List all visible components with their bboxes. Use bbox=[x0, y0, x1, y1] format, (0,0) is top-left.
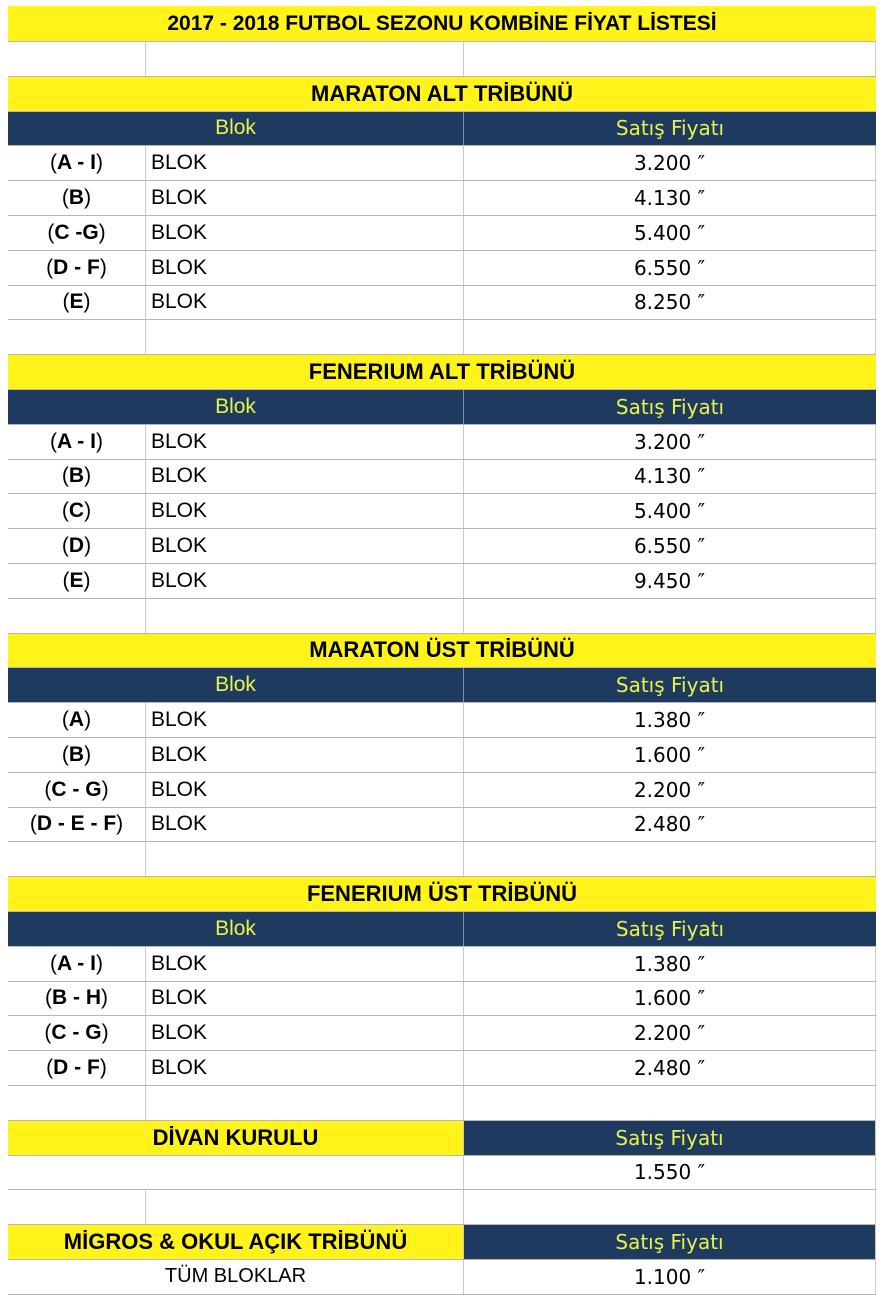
close-paren: ) bbox=[83, 290, 91, 314]
block-code-cell bbox=[8, 564, 146, 598]
open-paren: ( bbox=[44, 1021, 52, 1045]
column-header-row bbox=[8, 668, 876, 703]
block-unit: BLOK bbox=[146, 982, 464, 1016]
block-unit: BLOK bbox=[146, 146, 464, 180]
empty-row bbox=[8, 599, 876, 634]
section-title: FENERIUM ALT TRİBÜNÜ bbox=[308, 359, 576, 385]
migros-price: 1.100 ″ bbox=[464, 1260, 876, 1294]
section-title: MARATON ÜST TRİBÜNÜ bbox=[309, 637, 575, 663]
block-unit: BLOK bbox=[146, 1051, 464, 1085]
close-paren: ) bbox=[84, 186, 92, 210]
block-code-cell bbox=[8, 773, 146, 807]
block-price: 1.380 ″ bbox=[464, 703, 876, 737]
block-price: 2.480 ″ bbox=[464, 1051, 876, 1085]
block-price: 5.400 ″ bbox=[464, 216, 876, 250]
block-code: D - E - F bbox=[36, 812, 117, 836]
title-row bbox=[8, 6, 876, 42]
block-code: A - I bbox=[57, 429, 96, 453]
open-paren: ( bbox=[50, 151, 58, 175]
block-price: 2.200 ″ bbox=[464, 1016, 876, 1050]
table-row bbox=[8, 460, 876, 495]
block-code: B bbox=[68, 742, 85, 766]
table-row bbox=[8, 982, 876, 1017]
close-paren: ) bbox=[95, 151, 103, 175]
open-paren: ( bbox=[62, 568, 70, 592]
block-code: A - I bbox=[57, 151, 96, 175]
block-code: C - G bbox=[51, 777, 102, 801]
block-code: C -G bbox=[54, 220, 99, 244]
close-paren: ) bbox=[116, 812, 124, 836]
table-row bbox=[8, 703, 876, 738]
section-title-row bbox=[8, 77, 876, 112]
close-paren: ) bbox=[98, 220, 106, 244]
block-price: 1.600 ″ bbox=[464, 982, 876, 1016]
close-paren: ) bbox=[99, 1056, 107, 1079]
close-paren: ) bbox=[84, 742, 92, 766]
close-paren: ) bbox=[84, 708, 92, 732]
block-price: 4.130 ″ bbox=[464, 460, 876, 494]
divan-title-row bbox=[8, 1121, 876, 1156]
migros-title-row bbox=[8, 1225, 876, 1260]
block-code: A - I bbox=[57, 951, 96, 975]
block-unit: BLOK bbox=[146, 947, 464, 981]
block-code: B bbox=[68, 464, 85, 488]
divan-price: 1.550 ″ bbox=[464, 1156, 876, 1190]
block-price: 6.550 ″ bbox=[464, 251, 876, 285]
close-paren: ) bbox=[95, 429, 103, 453]
table-row bbox=[8, 251, 876, 286]
empty-row bbox=[8, 1086, 876, 1121]
block-code-cell bbox=[8, 181, 146, 215]
open-paren: ( bbox=[46, 1056, 54, 1079]
table-row bbox=[8, 1051, 876, 1086]
block-code-cell bbox=[8, 1051, 146, 1085]
block-unit: BLOK bbox=[146, 738, 464, 772]
migros-title: MİGROS & OKUL AÇIK TRİBÜNÜ bbox=[8, 1225, 464, 1259]
block-unit: BLOK bbox=[146, 529, 464, 563]
block-column-header: Blok bbox=[8, 390, 464, 424]
open-paren: ( bbox=[46, 255, 54, 279]
table-row bbox=[8, 425, 876, 460]
open-paren: ( bbox=[62, 290, 70, 314]
block-price: 1.380 ″ bbox=[464, 947, 876, 981]
table-row bbox=[8, 286, 876, 321]
table-row bbox=[8, 494, 876, 529]
block-column-header: Blok bbox=[8, 112, 464, 146]
block-code-cell bbox=[8, 216, 146, 250]
block-price: 1.600 ″ bbox=[464, 738, 876, 772]
close-paren: ) bbox=[84, 464, 92, 488]
close-paren: ) bbox=[84, 534, 92, 558]
section-title: FENERIUM ÜST TRİBÜNÜ bbox=[306, 881, 578, 907]
table-row bbox=[8, 529, 876, 564]
block-price: 6.550 ″ bbox=[464, 529, 876, 563]
block-unit: BLOK bbox=[146, 703, 464, 737]
price-list-sheet bbox=[8, 6, 876, 1295]
open-paren: ( bbox=[61, 708, 69, 732]
block-price: 5.400 ″ bbox=[464, 494, 876, 528]
block-code: C bbox=[68, 499, 85, 523]
block-code-cell bbox=[8, 251, 146, 285]
section-title: MARATON ALT TRİBÜNÜ bbox=[311, 80, 573, 106]
open-paren: ( bbox=[61, 742, 69, 766]
block-price: 2.480 ″ bbox=[464, 808, 876, 842]
block-code-cell bbox=[8, 703, 146, 737]
table-row bbox=[8, 1016, 876, 1051]
table-row bbox=[8, 773, 876, 808]
block-unit: BLOK bbox=[146, 216, 464, 250]
block-code: A bbox=[68, 708, 85, 732]
block-code-cell bbox=[8, 460, 146, 494]
block-price: 3.200 ″ bbox=[464, 425, 876, 459]
column-header-row bbox=[8, 112, 876, 147]
open-paren: ( bbox=[45, 986, 52, 1010]
table-row bbox=[8, 808, 876, 843]
close-paren: ) bbox=[83, 568, 91, 592]
open-paren: ( bbox=[61, 534, 69, 558]
price-column-header: Satış Fiyatı bbox=[615, 916, 725, 941]
divan-price-row bbox=[8, 1156, 876, 1191]
block-price: 2.200 ″ bbox=[464, 773, 876, 807]
block-price: 3.200 ″ bbox=[464, 146, 876, 180]
table-row bbox=[8, 181, 876, 216]
block-unit: BLOK bbox=[146, 181, 464, 215]
open-paren: ( bbox=[44, 777, 52, 801]
block-code-cell bbox=[8, 808, 146, 842]
table-row bbox=[8, 146, 876, 181]
empty-row bbox=[8, 842, 876, 877]
block-code: B bbox=[68, 186, 85, 210]
price-column-header: Satış Fiyatı bbox=[615, 673, 725, 698]
block-code: E bbox=[69, 290, 84, 314]
column-header-row bbox=[8, 390, 876, 425]
block-unit: BLOK bbox=[146, 773, 464, 807]
block-unit: BLOK bbox=[146, 286, 464, 320]
divan-price-header: Satış Fiyatı bbox=[464, 1121, 876, 1155]
open-paren: ( bbox=[61, 186, 69, 210]
block-code-cell bbox=[8, 982, 146, 1016]
section-title-row bbox=[8, 355, 876, 390]
close-paren: ) bbox=[99, 255, 107, 279]
block-code: C - G bbox=[51, 1021, 102, 1045]
column-header-row bbox=[8, 912, 876, 947]
block-column-header: Blok bbox=[8, 668, 464, 702]
table-row bbox=[8, 947, 876, 982]
block-code-cell bbox=[8, 1016, 146, 1050]
block-code: D - F bbox=[53, 1056, 100, 1079]
close-paren: ) bbox=[95, 951, 103, 975]
open-paren: ( bbox=[61, 464, 69, 488]
block-code: B - H bbox=[52, 986, 101, 1010]
block-code: D - F bbox=[53, 255, 100, 279]
empty-row bbox=[8, 42, 876, 77]
block-code-cell bbox=[8, 529, 146, 563]
block-code: E bbox=[69, 568, 84, 592]
page-title: 2017 - 2018 FUTBOL SEZONU KOMBİNE FİYAT LİSTESİ bbox=[167, 11, 717, 35]
block-unit: BLOK bbox=[146, 251, 464, 285]
empty-row bbox=[8, 1190, 876, 1225]
block-unit: BLOK bbox=[146, 1016, 464, 1050]
open-paren: ( bbox=[29, 812, 37, 836]
migros-price-header: Satış Fiyatı bbox=[464, 1225, 876, 1259]
empty-row bbox=[8, 320, 876, 355]
table-row bbox=[8, 738, 876, 773]
section-title-row bbox=[8, 877, 876, 912]
open-paren: ( bbox=[50, 951, 58, 975]
block-unit: BLOK bbox=[146, 460, 464, 494]
block-price: 8.250 ″ bbox=[464, 286, 876, 320]
open-paren: ( bbox=[47, 220, 55, 244]
open-paren: ( bbox=[61, 499, 69, 523]
close-paren: ) bbox=[101, 986, 108, 1010]
table-row bbox=[8, 564, 876, 599]
block-price: 4.130 ″ bbox=[464, 181, 876, 215]
block-code: D bbox=[68, 534, 85, 558]
block-unit: BLOK bbox=[146, 425, 464, 459]
table-row bbox=[8, 216, 876, 251]
close-paren: ) bbox=[84, 499, 92, 523]
price-column-header: Satış Fiyatı bbox=[615, 116, 725, 141]
block-price: 9.450 ″ bbox=[464, 564, 876, 598]
block-unit: BLOK bbox=[146, 564, 464, 598]
divan-title: DİVAN KURULU bbox=[8, 1121, 464, 1155]
close-paren: ) bbox=[101, 777, 109, 801]
migros-price-row bbox=[8, 1260, 876, 1295]
section-title-row bbox=[8, 634, 876, 669]
block-code-cell bbox=[8, 425, 146, 459]
block-code-cell bbox=[8, 738, 146, 772]
block-column-header: Blok bbox=[8, 912, 464, 946]
open-paren: ( bbox=[50, 429, 58, 453]
migros-scope: TÜM BLOKLAR bbox=[8, 1260, 464, 1294]
close-paren: ) bbox=[101, 1021, 109, 1045]
block-unit: BLOK bbox=[146, 494, 464, 528]
block-code-cell bbox=[8, 494, 146, 528]
block-code-cell bbox=[8, 286, 146, 320]
block-code-cell bbox=[8, 146, 146, 180]
block-unit: BLOK bbox=[146, 808, 464, 842]
sections-container bbox=[8, 77, 876, 1121]
price-column-header: Satış Fiyatı bbox=[615, 394, 725, 419]
block-code-cell bbox=[8, 947, 146, 981]
